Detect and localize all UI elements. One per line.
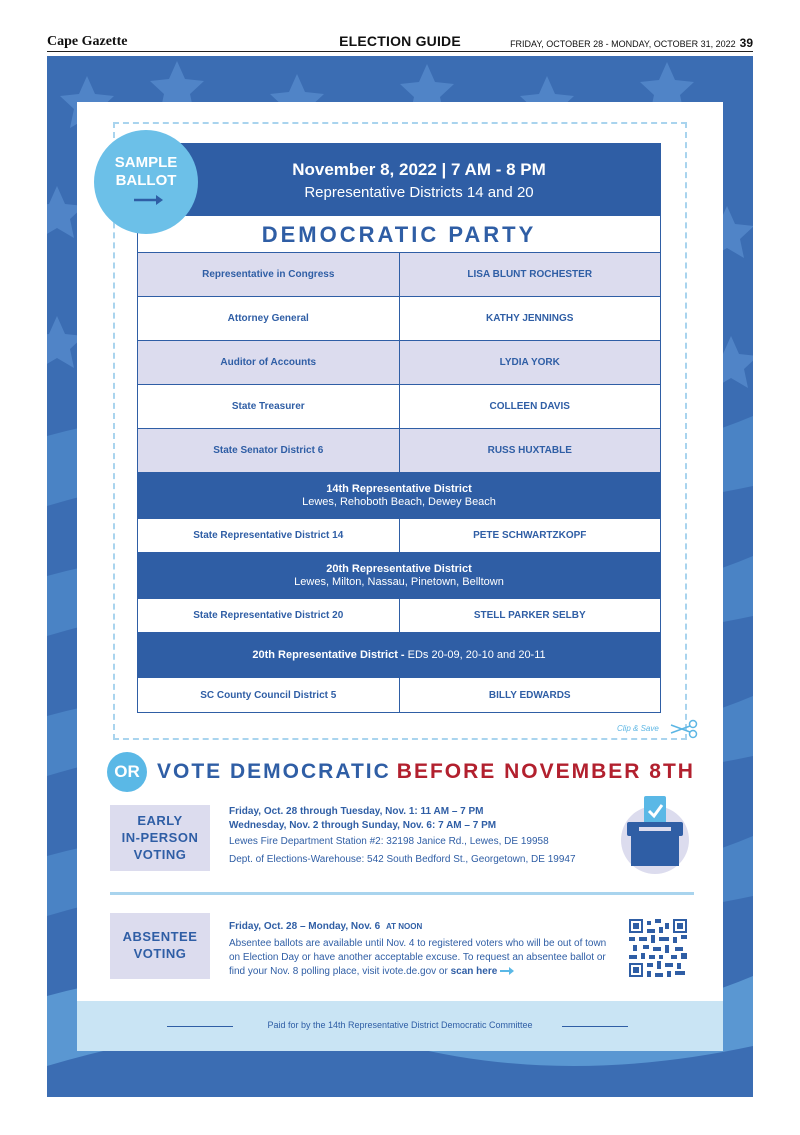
arrow-right-icon xyxy=(132,194,164,206)
absentee-deadline: Friday, Oct. 28 – Monday, Nov. 6 AT NOON xyxy=(229,921,423,932)
arrow-right-icon xyxy=(500,967,514,975)
ballot-districts: Representative Districts 14 and 20 xyxy=(304,184,534,201)
scissors-icon xyxy=(669,718,699,740)
early-voting-info xyxy=(229,805,576,869)
race-row: State Representative District 20 STELL PARKER SELBY xyxy=(138,599,660,633)
district-20-eds-header: 20th Representative District - EDs 20-09, 20-10 and 20-11 xyxy=(138,633,660,678)
party-title: DEMOCRATIC PARTY xyxy=(138,216,660,253)
sample-ballot-badge: SAMPLE BALLOT xyxy=(94,130,198,234)
race-row: State Treasurer COLLEEN DAVIS xyxy=(138,385,660,429)
early-location-2: Dept. of Elections-Warehouse: 542 South Bedford St., Georgetown, DE 19947 xyxy=(229,854,576,865)
race-row: Representative in Congress LISA BLUNT ROCHESTER xyxy=(138,253,660,297)
qr-code-icon[interactable] xyxy=(629,919,687,977)
election-date-time: November 8, 2022 | 7 AM - 8 PM xyxy=(292,160,546,179)
or-badge: OR xyxy=(107,752,147,792)
race-row: Auditor of Accounts LYDIA YORK xyxy=(138,341,660,385)
paid-for-footer xyxy=(77,1001,723,1051)
absentee-voting-info xyxy=(229,917,609,979)
sample-ballot xyxy=(137,143,661,713)
early-location-1: Lewes Fire Department Station #2: 32198 Janice Rd., Lewes, DE 19958 xyxy=(229,836,549,847)
race-row: State Senator District 6 RUSS HUXTABLE xyxy=(138,429,660,473)
race-row: SC County Council District 5 BILLY EDWARDS xyxy=(138,678,660,712)
issue-date: FRIDAY, OCTOBER 28 - MONDAY, OCTOBER 31, 2022 39 xyxy=(510,36,753,50)
early-hours-2: Wednesday, Nov. 2 through Sunday, Nov. 6: 7 AM – 7 PM xyxy=(229,820,497,831)
district-14-header: 14th Representative District Lewes, Rehoboth Beach, Dewey Beach xyxy=(138,473,660,519)
page-header xyxy=(47,32,753,52)
ballot-header xyxy=(138,144,660,216)
publication-name: Cape Gazette xyxy=(47,34,128,49)
election-ad xyxy=(47,56,753,1097)
absentee-body: Absentee ballots are available until Nov. 4 to registered voters who will be out of town on Election Day or have another acceptable excuse. To request an absentee ballot or find your Nov. 8 polling place, visit ivote.de.gov or scan here xyxy=(229,938,607,977)
scan-here-link[interactable]: scan here xyxy=(450,966,498,977)
early-hours-1: Friday, Oct. 28 through Tuesday, Nov. 1: 11 AM – 7 PM xyxy=(229,806,484,817)
absentee-voting-label: ABSENTEE VOTING xyxy=(110,913,210,979)
district-20-header: 20th Representative District Lewes, Milton, Nassau, Pinetown, Belltown xyxy=(138,553,660,599)
section-divider xyxy=(110,892,694,895)
early-voting-label: EARLY IN-PERSON VOTING xyxy=(110,805,210,871)
ad-card xyxy=(77,102,723,1051)
paid-for-text: Paid for by the 14th Representative District Democratic Committee xyxy=(267,1020,533,1030)
race-row: Attorney General KATHY JENNINGS xyxy=(138,297,660,341)
ballot-box-icon xyxy=(617,792,693,876)
vote-headline: VOTE DEMOCRATIC BEFORE NOVEMBER 8TH xyxy=(157,760,695,783)
section-title: ELECTION GUIDE xyxy=(339,33,461,49)
race-row: State Representative District 14 PETE SCHWARTZKOPF xyxy=(138,519,660,553)
clip-save-label: Clip & Save xyxy=(617,724,659,733)
page-number: 39 xyxy=(739,36,753,50)
